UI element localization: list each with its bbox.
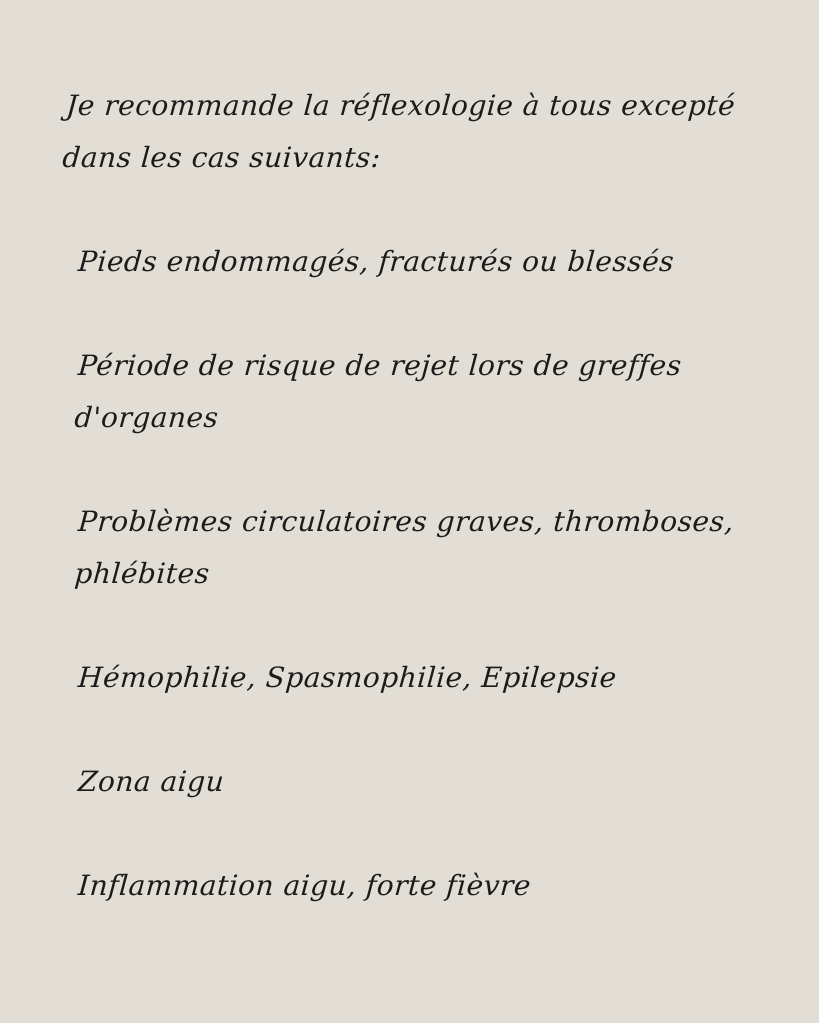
contraindication-item: Pieds endommagés, fracturés ou blessés	[77, 245, 676, 278]
note-intro: Je recommande la réflexologie à tous excepté dans les cas suivants:	[61, 89, 737, 174]
contraindication-item: Zona aigu	[77, 765, 226, 798]
contraindication-item: Période de risque de rejet lors de greffes d'organes	[73, 349, 683, 434]
contraindication-item: Inflammation aigu, forte fièvre	[77, 869, 533, 902]
contraindication-item: Problèmes circulatoires graves, thromboses, phlébites	[73, 505, 736, 590]
contraindication-item: Hémophilie, Spasmophilie, Epilepsie	[77, 661, 618, 694]
